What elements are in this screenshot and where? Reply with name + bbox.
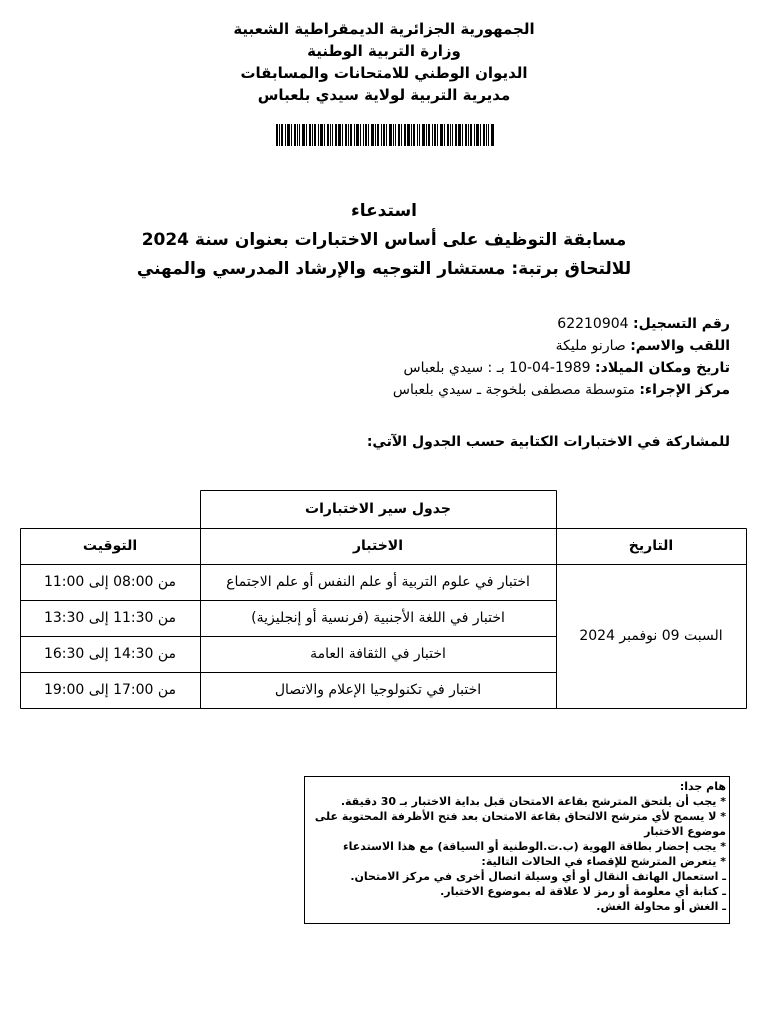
name-value: صارنو مليكة (555, 338, 626, 354)
table-row-time: من 08:00 إلى 11:00 (43, 574, 177, 590)
important-notes-box (304, 776, 730, 924)
note-item: ـ استعمال الهاتف النقال أو أي وسيلة اتصال أخرى في مركز الامتحان. (350, 870, 726, 883)
name-label: اللقب والاسم: (630, 338, 730, 354)
table-row-exam: اختبار في الثقافة العامة (310, 646, 446, 662)
table-row-exam: اختبار في اللغة الأجنبية (فرنسية أو إنجليزية) (251, 610, 505, 626)
col-header-time: التوقيت (82, 538, 138, 554)
note-item: * يجب إحضار بطاقة الهوية (ب.ت.الوطنية أو السياقة) مع هذا الاستدعاء (343, 840, 726, 853)
birth-value: 1989-04-10 بـ : سيدي بلعباس (403, 360, 591, 376)
table-row-exam: اختبار في علوم التربية أو علم النفس أو علم الاجتماع (226, 574, 530, 590)
note-item: * لا يسمح لأي مترشح الالتحاق بقاعة الامتحان بعد فتح الأظرفة المحتوية على موضوع الاختبار (314, 810, 726, 838)
competition-title: مسابقة التوظيف على أساس الاختبارات بعنوان سنة 2024 (141, 230, 627, 250)
note-item: ـ الغش أو محاولة الغش. (596, 900, 726, 913)
header-office: الديوان الوطني للامتحانات والمسابقات (240, 64, 528, 82)
header-directorate: مديرية التربية لولاية سيدي بلعباس (257, 86, 511, 104)
table-caption: جدول سير الاختبارات (305, 501, 451, 517)
grade-title: للالتحاق برتبة: مستشار التوجيه والإرشاد المدرسي والمهني (136, 259, 632, 279)
note-item: ـ كتابة أي معلومة أو رمز لا علاقة له بموضوع الاختبار. (440, 885, 726, 898)
note-item: * يتعرض المترشح للإقصاء في الحالات التالية: (481, 855, 726, 868)
registration-label: رقم التسجيل: (633, 316, 730, 332)
header-republic: الجمهورية الجزائرية الديمقراطية الشعبية (233, 20, 535, 38)
col-header-date: التاريخ (628, 538, 674, 554)
table-row-time: من 17:00 إلى 19:00 (43, 682, 177, 698)
col-header-exam: الاختبار (352, 538, 404, 554)
registration-value: 62210904 (557, 316, 629, 332)
table-row-time: من 14:30 إلى 16:30 (43, 646, 177, 662)
note-item: * يجب أن يلتحق المترشح بقاعة الامتحان قبل بداية الاختبار بـ 30 دقيقة. (340, 795, 726, 808)
birth-label: تاريخ ومكان الميلاد: (595, 360, 730, 376)
center-value: متوسطة مصطفى بلخوجة ـ سيدي بلعباس (392, 382, 635, 398)
table-row-exam: اختبار في تكنولوجيا الإعلام والاتصال (274, 682, 482, 698)
header-ministry: وزارة التربية الوطنية (307, 42, 461, 60)
convocation-title: استدعاء (351, 201, 417, 221)
notes-title: هام جدا: (679, 780, 726, 793)
table-row-time: من 11:30 إلى 13:30 (43, 610, 177, 626)
participation-text: للمشاركة في الاختبارات الكتابية حسب الجدول الآتي: (366, 434, 730, 450)
center-label: مركز الإجراء: (639, 382, 730, 398)
exam-date-cell: السبت 09 نوفمبر 2024 (579, 628, 723, 644)
